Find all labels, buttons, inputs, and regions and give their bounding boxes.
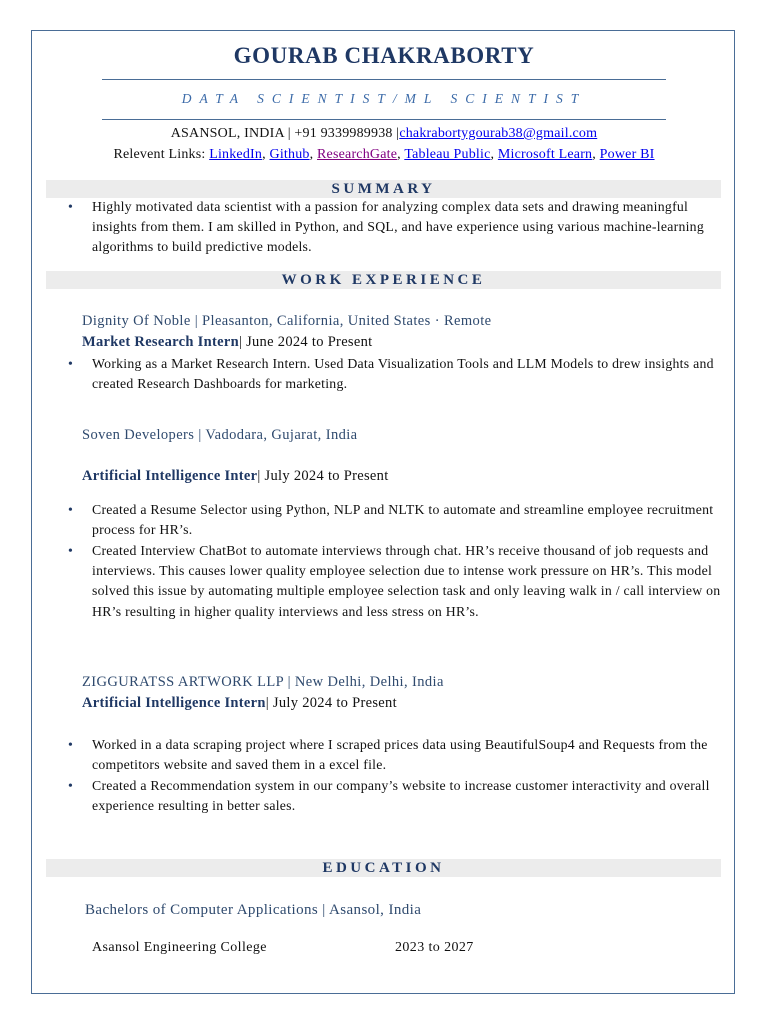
job-title: Market Research Intern — [82, 334, 239, 350]
bullet-icon: • — [68, 199, 74, 214]
job-title: Artificial Intelligence Inter — [82, 468, 258, 484]
candidate-name: GOURAB CHAKRABORTY — [233, 43, 535, 68]
job-company: ZIGGURATSS ARTWORK LLP | New Delhi, Delhi, India — [82, 674, 444, 690]
location-phone: ASANSOL, INDIA | +91 9339989938 | — [170, 126, 400, 141]
links-label: Relevent Links: — [113, 147, 210, 162]
contact-line — [0, 126, 768, 142]
bullet-icon: • — [68, 778, 74, 793]
job-company: Soven Developers | Vadodara, Gujarat, India — [82, 427, 358, 443]
links-line: Relevent Links: LinkedIn, Github, ResearchGate, Tableau Public, Microsoft Learn, Power BI — [113, 147, 655, 162]
education-heading: EDUCATION — [322, 860, 445, 876]
job-bullet: • Created a Recommendation system in our company’s website to increase customer interactivity and overall experience resulting in better sales. — [68, 778, 710, 814]
bullet-icon: • — [68, 737, 74, 752]
power-bi-link[interactable]: Power BI — [599, 147, 655, 162]
researchgate-link[interactable]: ResearchGate — [317, 147, 398, 162]
summary-heading: SUMMARY — [331, 181, 436, 197]
microsoft-learn-link[interactable]: Microsoft Learn — [497, 147, 593, 162]
bullet-icon: • — [68, 543, 74, 558]
job-dates: June 2024 to Present — [242, 334, 373, 350]
summary-bullet: • Highly motivated data scientist with a passion for analyzing complex data sets and drawing meaningful insights from them. I am skilled in Python, and SQL, and have experience using various machine-learning algorithms to build predictive models. — [68, 199, 704, 255]
github-link[interactable]: Github — [269, 147, 310, 162]
work-heading-band — [46, 271, 721, 289]
job-company: Dignity Of Noble | Pleasanton, California, United States · Remote — [82, 313, 492, 329]
job-title-line: Artificial Intelligence Inter| July 2024 to Present — [82, 468, 389, 484]
job-title-line: Artificial Intelligence Intern| July 2024 to Present — [82, 695, 397, 711]
divider-top — [102, 79, 666, 80]
work-heading: WORK EXPERIENCE — [281, 272, 486, 288]
job-title-line: Market Research Intern| June 2024 to Present — [82, 334, 373, 350]
degree: Bachelors of Computer Applications | Asansol, India — [85, 902, 422, 918]
linkedin-link[interactable]: LinkedIn — [209, 147, 263, 162]
summary-heading-band — [46, 180, 721, 198]
job-role: DATA SCIENTIST/ML SCIENTIST — [181, 91, 587, 106]
job-dates: July 2024 to Present — [268, 695, 397, 711]
college-name: Asansol Engineering College — [92, 940, 267, 955]
job-title: Artificial Intelligence Intern — [82, 695, 266, 711]
education-years: 2023 to 2027 — [395, 940, 474, 955]
email-link[interactable]: chakrabortygourab38@gmail.com — [399, 126, 598, 141]
education-heading-band — [46, 859, 721, 877]
bullet-icon: • — [68, 502, 74, 517]
divider-bottom — [102, 119, 666, 120]
job-bullet: • Created a Resume Selector using Python, NLP and NLTK to automate and streamline employee recruitment process for HR’s. — [68, 502, 714, 538]
bullet-icon: • — [68, 356, 74, 371]
job-dates: July 2024 to Present — [260, 468, 389, 484]
job-bullet: • Created Interview ChatBot to automate interviews through chat. HR’s receive thousand of job requests and interviews. This causes lower quality employee selection due to intense work pressure on HR’s. This model solved this issue by automating multiple employee selection task and only leaving walk in / call interview on HR’s resulting in higher quality interviews and less stress on HR’s. — [68, 543, 721, 619]
job-bullet: • Working as a Market Research Intern. Used Data Visualization Tools and LLM Models to drew insights and created Research Dashboards for marketing. — [68, 356, 714, 392]
job-bullet: • Worked in a data scraping project where I scraped prices data using BeautifulSoup4 and Requests from the competitors website and saved them in a excel file. — [68, 737, 708, 773]
tableau-public-link[interactable]: Tableau Public — [404, 147, 491, 162]
